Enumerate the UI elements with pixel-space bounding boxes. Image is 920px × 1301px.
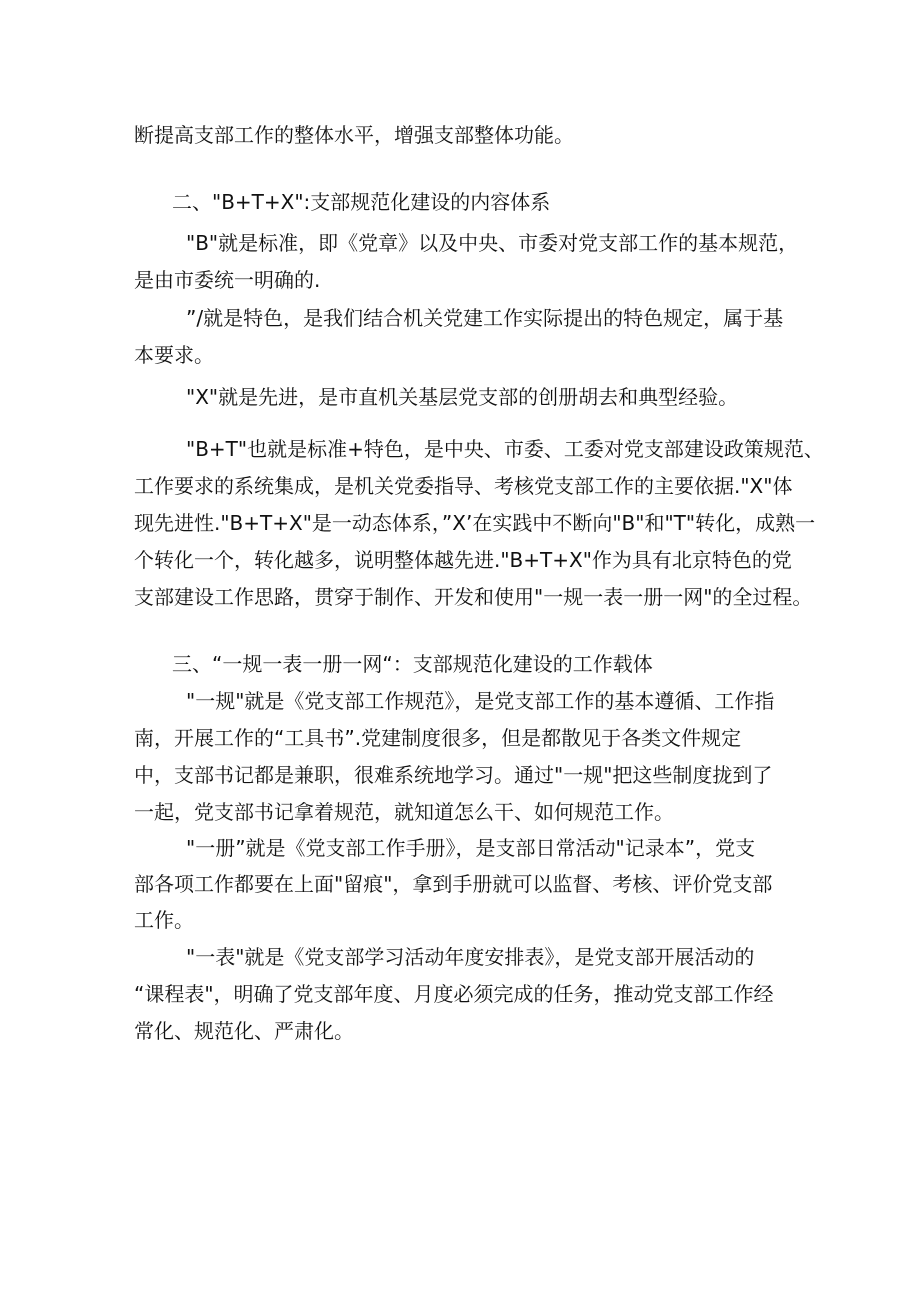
paragraph-line: "X"就是先进，是市直机关基层党支部的创册胡去和典型经验。 — [186, 385, 739, 409]
paragraph-line: 一起，党支部书记拿着规范，就知道怎么干、如何规范工作。 — [134, 800, 674, 824]
paragraph-line: "B+T"也就是标准+特色，是中央、市委、工委对党支部建设政策规范、 — [186, 437, 824, 461]
paragraph-line: "一册”就是《党支部工作手册》，是支部日常活动"记录本”，党支 — [186, 836, 756, 860]
paragraph-line: "一规"就是《党支部工作规范》，是党支部工作的基本遵循、工作指 — [186, 689, 775, 713]
paragraph-line: 本要求。 — [134, 343, 214, 367]
paragraph-line: 工作要求的系统集成，是机关党委指导、考核党支部工作的主要依据."X"体 — [134, 474, 793, 498]
paragraph-line: 是由市委统一明确的. — [134, 268, 321, 292]
paragraph-line: 个转化一个，转化越多，说明整体越先进."B+T+X"作为具有北京特色的党 — [134, 548, 792, 572]
paragraph-line: 常化、规范化、严肃化。 — [134, 1019, 354, 1043]
section-heading: 二、"B+T+X":支部规范化建设的内容体系 — [172, 190, 551, 214]
paragraph-line: 南，开展工作的“工具书”.党建制度很多，但是都散见于各类文件规定 — [134, 726, 742, 750]
paragraph-line: ”/就是特色，是我们结合机关党建工作实际提出的特色规定，属于基 — [186, 306, 784, 330]
paragraph-line: “课程表"，明确了党支部年度、月度必须完成的任务，推动党支部工作经 — [134, 982, 774, 1006]
paragraph-line: 中，支部书记都是兼职，很难系统地学习。通过"一规"把这些制度拢到了 — [134, 763, 773, 787]
section-heading: 三、“一规一表一册一网“：支部规范化建设的工作载体 — [172, 652, 653, 676]
paragraph-line: 断提高支部工作的整体水平，增强支部整体功能。 — [134, 123, 574, 147]
paragraph-line: "B"就是标准，即《党章》以及中央、市委对党支部工作的基本规范， — [186, 231, 799, 255]
paragraph-line: 部各项工作都要在上面"留痕"，拿到手册就可以监督、考核、评价党支部 — [134, 872, 773, 896]
paragraph-line: 工作。 — [134, 908, 194, 932]
paragraph-line: 支部建设工作思路，贯穿于制作、开发和使用"一规一表一册一网"的全过程。 — [134, 585, 813, 609]
paragraph-line: "一表"就是《党支部学习活动年度安排表》，是党支部开展活动的 — [186, 945, 755, 969]
paragraph-line: 现先进性."B+T+X"是一动态体系，”X’在实践中不断向"B"和"T"转化，成熟一 — [134, 511, 816, 535]
